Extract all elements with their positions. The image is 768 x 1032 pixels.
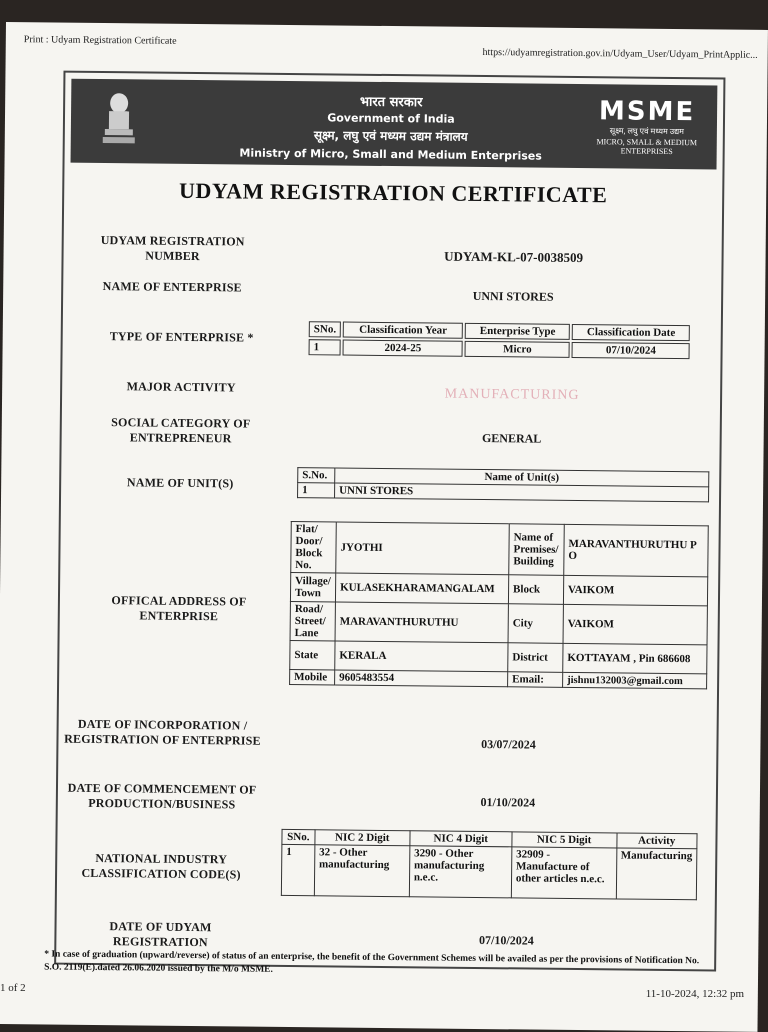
commencement-label: DATE OF COMMENCEMENT OF PRODUCTION/BUSINESS <box>67 780 257 812</box>
footnote: * In case of graduation (upward/reverse) of status of an enterprise, the benefit of the Government Schemes will be availed as per the provisions of Notification No. S.O. 2119(E).dated 26.06.2020 issued by the M/o MSME. <box>44 949 700 975</box>
address-village-label: Village/ Town <box>290 573 335 602</box>
type-cell-sno: 1 <box>309 339 341 355</box>
nic-header-activity: Activity <box>616 833 697 849</box>
address-mobile-value: 9605483554 <box>335 670 508 687</box>
nic-label: NATIONAL INDUSTRY CLASSIFICATION CODE(S) <box>81 850 241 882</box>
major-activity-label: MAJOR ACTIVITY <box>126 379 236 395</box>
address-district-label: District <box>508 643 563 673</box>
print-timestamp: 11-10-2024, 12:32 pm <box>645 988 744 1000</box>
banner-english-line1: Government of India <box>327 111 455 126</box>
nic-header-5digit: NIC 5 Digit <box>512 832 617 848</box>
msme-logo-hindi: सूक्ष्म, लघु एवं मध्यम उद्यम <box>609 126 685 137</box>
nic-header-2digit: NIC 2 Digit <box>315 830 410 846</box>
enterprise-name-label: NAME OF ENTERPRISE <box>102 279 242 295</box>
nic-header-sno: SNo. <box>282 829 315 844</box>
address-district-value: KOTTAYAM , Pin 686608 <box>563 643 707 674</box>
type-header-year: Classification Year <box>343 322 463 339</box>
banner-text <box>191 90 592 163</box>
commencement-value: 01/10/2024 <box>480 795 536 810</box>
address-state-label: State <box>290 641 335 670</box>
nic-cell-2digit: 32 - Other manufacturing <box>314 845 410 897</box>
address-table <box>289 521 709 689</box>
certificate-frame <box>54 71 725 972</box>
incorporation-label: DATE OF INCORPORATION / REGISTRATION OF ENTERPRISE <box>64 716 261 748</box>
address-email-label: Email: <box>508 672 563 688</box>
type-cell-date: 07/10/2024 <box>572 342 690 359</box>
nic-header-4digit: NIC 4 Digit <box>410 831 512 847</box>
address-premises-label: Name of Premises/ Building <box>509 524 565 576</box>
address-block-value: VAIKOM <box>563 575 707 606</box>
type-header-date: Classification Date <box>572 324 690 341</box>
banner-english-line2: Ministry of Micro, Small and Medium Enterprises <box>239 146 542 163</box>
print-url: https://udyamregistration.gov.in/Udyam_User/Udyam_PrintApplic... <box>482 46 758 61</box>
address-state-value: KERALA <box>335 641 508 672</box>
banner-hindi-line1: भारत सरकार <box>359 94 423 111</box>
nic-table <box>281 829 698 900</box>
page-number: 1 of 2 <box>0 982 26 994</box>
address-flat-label: Flat/ Door/ Block No. <box>291 522 337 573</box>
udyam-date-value: 07/10/2024 <box>478 933 534 948</box>
social-category-label: SOCIAL CATEGORY OF ENTREPRENEUR <box>111 415 251 446</box>
certificate-title: UDYAM REGISTRATION CERTIFICATE <box>178 177 608 208</box>
reg-number-value: UDYAM-KL-07-0038509 <box>444 248 584 266</box>
ministry-banner <box>71 79 718 170</box>
type-cell-type: Micro <box>465 341 570 358</box>
units-cell-name: UNNI STORES <box>335 483 709 502</box>
incorporation-value: 03/07/2024 <box>481 737 536 752</box>
type-cell-year: 2024-25 <box>343 340 463 357</box>
address-flat-value: JYOTHI <box>336 522 510 575</box>
address-block-label: Block <box>508 575 563 605</box>
address-label: OFFICAL ADDRESS OF ENTERPRISE <box>111 593 247 624</box>
address-city-label: City <box>508 604 563 644</box>
nic-cell-sno: 1 <box>281 844 314 895</box>
address-village-value: KULASEKHARAMANGALAM <box>335 573 508 604</box>
msme-logo-word: MSME <box>598 96 696 128</box>
units-header-sno: S.No. <box>298 468 335 483</box>
enterprise-name-value: UNNI STORES <box>472 288 554 304</box>
msme-logo-english: MICRO, SMALL & MEDIUM ENTERPRISES <box>596 137 698 156</box>
address-city-value: VAIKOM <box>563 604 707 645</box>
udyam-date-label: DATE OF UDYAM REGISTRATION <box>109 919 212 950</box>
address-email-value: jishnu132003@gmail.com <box>563 672 707 689</box>
reg-number-label: UDYAM REGISTRATION NUMBER <box>100 233 245 264</box>
social-category-value: GENERAL <box>481 431 542 446</box>
address-road-label: Road/ Street/ Lane <box>290 602 335 641</box>
units-header-name: Name of Unit(s) <box>335 468 709 487</box>
units-table <box>297 467 709 502</box>
type-header-type: Enterprise Type <box>465 323 570 340</box>
certificate-page <box>0 22 768 1032</box>
type-header-sno: SNo. <box>309 321 341 337</box>
address-road-value: MARAVANTHURUTHU <box>335 602 508 643</box>
banner-hindi-line2: सूक्ष्म, लघु एवं मध्यम उद्यम मंत्रालय <box>313 128 468 144</box>
units-label: NAME OF UNIT(S) <box>126 475 234 491</box>
national-emblem-icon <box>99 89 140 147</box>
msme-logo <box>591 98 704 156</box>
enterprise-type-table <box>307 319 693 361</box>
nic-cell-activity: Manufacturing <box>616 848 697 900</box>
units-cell-sno: 1 <box>298 483 335 498</box>
address-mobile-label: Mobile <box>290 670 335 685</box>
nic-cell-5digit: 32909 - Manufacture of other articles n.e.c. <box>511 847 616 899</box>
address-premises-value: MARAVANTHURUTHU P O <box>564 524 709 577</box>
enterprise-type-label: TYPE OF ENTERPRISE * <box>109 329 254 345</box>
print-title: Print : Udyam Registration Certificate <box>23 34 177 47</box>
nic-cell-4digit: 3290 - Other manufacturing n.e.c. <box>409 846 512 898</box>
major-activity-value: MANUFACTURING <box>444 386 580 404</box>
print-header <box>23 34 758 61</box>
